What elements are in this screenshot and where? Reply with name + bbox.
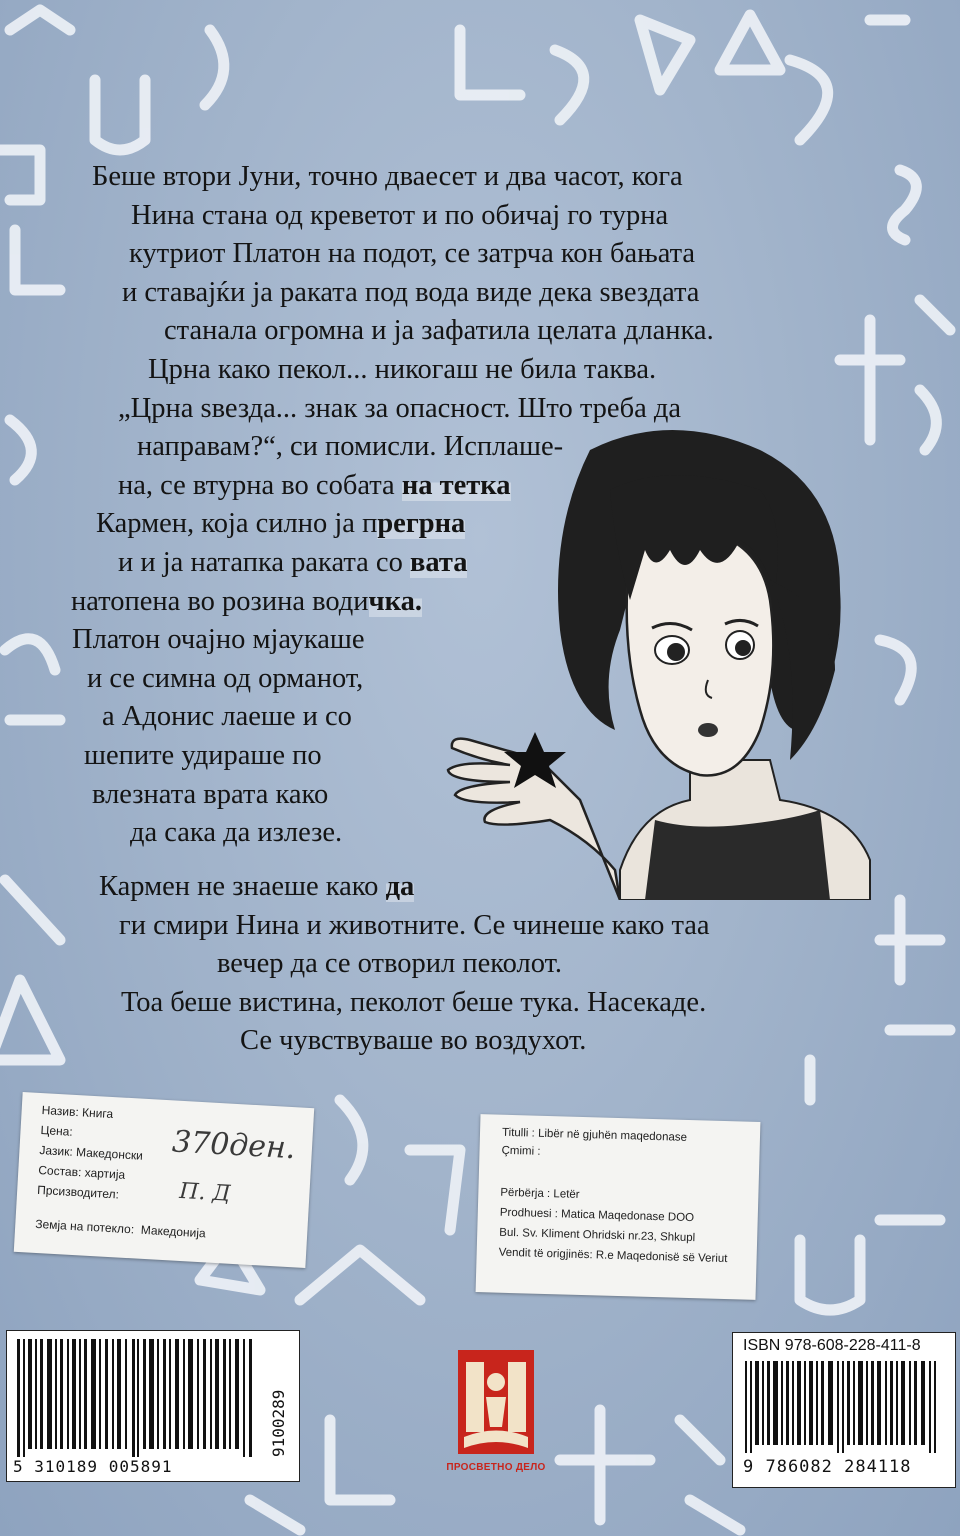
story-highlight: регрна: [377, 508, 466, 540]
deco-glyph: [10, 10, 70, 30]
story-highlight: на тетка: [401, 469, 511, 501]
story-line: Тоа беше вистина, пеколот беше тука. Насекаде.: [121, 986, 707, 1018]
isbn-barcode-digits: 9 786082 284118: [743, 1457, 912, 1477]
story-line: ги смири Нина и животните. Се чинеше како таа: [119, 909, 710, 941]
publisher-emblem: [436, 1342, 556, 1462]
sticker-label: Çmimi :: [501, 1144, 541, 1158]
isbn-barcode: [732, 1332, 956, 1488]
story-line: влезната врата како: [92, 778, 329, 810]
story-highlight: чка.: [368, 585, 422, 617]
deco-glyph: [95, 80, 145, 150]
sticker-value: Libër në gjuhën maqedonase: [537, 1127, 688, 1144]
story-line: Кармен, која силно ја п: [96, 508, 378, 540]
girl-illustration: [440, 430, 940, 900]
deco-glyph: [10, 420, 31, 480]
sticker-label: Состав:: [37, 1162, 82, 1180]
deco-glyph: [250, 1500, 300, 1530]
publisher-name: ПРОСВЕТНО ДЕЛО: [446, 1462, 546, 1473]
story-highlight: да: [385, 871, 415, 902]
story-line: Се чувствуваше во воздухот.: [240, 1025, 587, 1057]
story-highlight: вата: [409, 547, 468, 578]
barcode-left: [6, 1330, 300, 1482]
deco-glyph: [410, 1150, 460, 1230]
deco-glyph: [340, 1100, 363, 1180]
sticker-label: Цена:: [40, 1123, 74, 1139]
sticker-line: Vendit të origjinës: R.e Maqedonisë së Veriut: [498, 1246, 728, 1266]
handwritten-producer: П. Д: [178, 1178, 232, 1207]
deco-glyph: [880, 900, 940, 980]
deco-glyph: [0, 980, 60, 1060]
story-line: вечер да се отворил пеколот.: [217, 948, 563, 980]
deco-glyph: [720, 15, 780, 70]
story-line: на, се втурна во собата: [118, 469, 395, 501]
story-line: Нина стана од креветот и по обичај го турна: [131, 199, 669, 231]
deco-glyph: [330, 1420, 390, 1500]
isbn-number: ISBN 978-608-228-411-8: [743, 1337, 921, 1354]
sticker-label: Прсизводител:: [36, 1182, 120, 1202]
story-line: а Адонис лаеше и со: [102, 701, 352, 733]
story-line: Платон очајно мјаукаше: [72, 624, 365, 656]
story-line: кутриот Платон на подот, се затрча кон бањата: [129, 238, 696, 270]
barcode-digits: 5 310189 005891: [13, 1457, 173, 1476]
story-line: шепите удираше по: [84, 740, 322, 771]
deco-glyph: [205, 30, 224, 105]
story-line: натопена во розина води: [71, 585, 369, 617]
deco-glyph: [0, 150, 40, 200]
deco-glyph: [640, 20, 690, 90]
deco-glyph: [790, 60, 828, 140]
deco-glyph: [5, 880, 60, 940]
sticker-value: Македонски: [75, 1145, 144, 1163]
handwritten-price: 370ден.: [171, 1124, 297, 1167]
deco-glyph: [460, 30, 520, 95]
deco-glyph: [800, 1240, 860, 1310]
story-line: да сака да излезе.: [130, 817, 343, 849]
story-line: и и ја натапка раката со: [118, 547, 403, 578]
publisher-logo: [436, 1342, 556, 1482]
deco-glyph: [5, 639, 55, 670]
story-line: направам?“, си помисли. Исплаше-: [137, 431, 564, 463]
sticker-label: Јазик:: [39, 1143, 74, 1159]
sticker-value: хартија: [84, 1165, 126, 1182]
deco-glyph: [555, 50, 584, 120]
story-line: Црна како пекол... никогаш не била таква.: [148, 354, 657, 385]
barcode-side-number: 9100289: [269, 1389, 288, 1457]
deco-glyph: [840, 320, 900, 440]
deco-glyph: [560, 1410, 650, 1520]
deco-glyph: [690, 1500, 740, 1530]
sticker-label: Земја на потекло:: [34, 1216, 135, 1237]
price-sticker-albanian: [476, 1114, 761, 1300]
deco-glyph: [680, 1420, 720, 1460]
isbn-barcode-bars: [745, 1361, 945, 1453]
sticker-label: Titulli :: [501, 1126, 535, 1140]
sticker-line: Prodhuesi : Matica Maqedonase DOO: [499, 1206, 695, 1225]
deco-glyph: [920, 300, 950, 330]
deco-glyph: [15, 230, 60, 290]
sticker-line: Përbërja : Letër: [500, 1186, 580, 1201]
story-line: Кармен не знаеше како: [99, 871, 379, 902]
sticker-label: Назив:: [41, 1103, 80, 1120]
barcode-bars: [17, 1339, 257, 1457]
price-sticker-macedonian: [14, 1092, 314, 1268]
sticker-line: Bul. Sv. Kliment Ohridski nr.23, Shkupl: [499, 1226, 696, 1245]
story-line: станала огромна и ја зафатила целата дланка.: [164, 315, 714, 347]
deco-glyph: [893, 170, 917, 240]
story-line: „Црна ѕвезда... знак за опасност. Што треба да: [118, 392, 682, 424]
story-line: Беше втори Јуни, точно дваесет и два часот, кога: [92, 161, 683, 192]
story-line: и се симна од орманот,: [87, 662, 364, 694]
sticker-value: Книга: [81, 1105, 114, 1122]
sticker-value: Македонија: [140, 1222, 207, 1241]
deco-glyph: [300, 1250, 420, 1300]
story-line: и ставајќи ја раката под вода виде дека ѕвездата: [122, 276, 700, 308]
